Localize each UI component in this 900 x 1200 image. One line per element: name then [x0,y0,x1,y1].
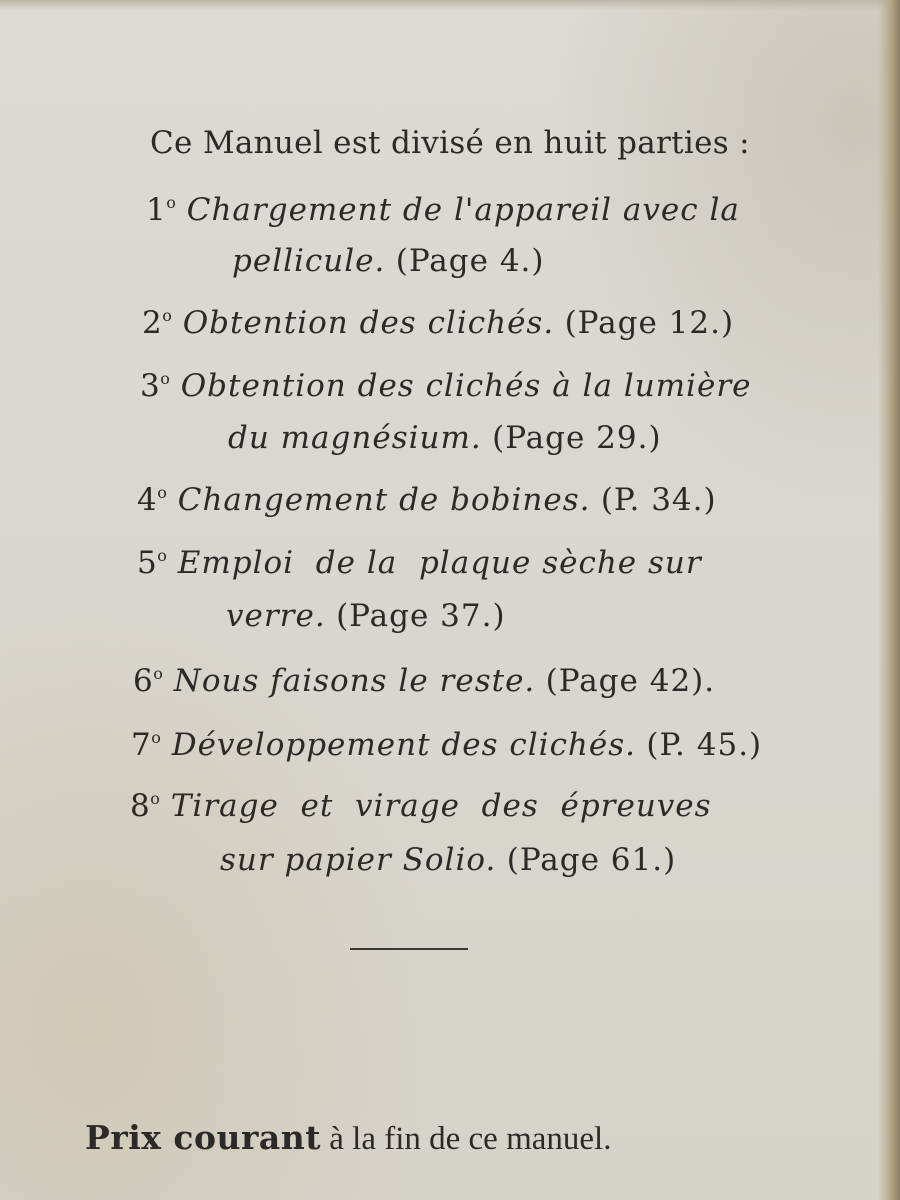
toc-entry-3-cont [228,420,662,456]
entry-title: Tirage et virage des épreuves [170,788,712,824]
page-right-edge [878,0,900,1200]
page-ref: (Page 37.) [336,598,506,634]
entry-title: Développement des clichés. [171,727,637,763]
entry-title-cont: du magnésium. [228,420,482,456]
price-list-note [85,1118,611,1158]
page-ref: (P. 34.) [600,482,717,518]
toc-entry-6 [133,663,715,699]
entry-title: Obtention des clichés à la lumière [180,368,752,404]
toc-entry-8 [130,788,712,824]
page-ref: (Page 61.) [506,842,677,878]
entry-title-cont: verre. [226,598,326,634]
entry-number: 5$^o$ [137,545,168,581]
page-top-edge [0,0,900,10]
toc-entry-2 [142,305,734,341]
entry-number: 6$^o$ [133,663,164,699]
page-ref: (Page 4.) [395,243,545,279]
toc-entry-7 [131,727,762,763]
toc-entry-3 [140,368,751,404]
page-ref: (P. 45.) [646,727,763,763]
entry-title: Chargement de l'appareil avec la [186,192,740,228]
entry-title: Nous faisons le reste. [173,663,536,699]
page-ref: (Page 42). [545,663,716,699]
divider-rule [350,948,468,950]
toc-entry-4 [137,482,717,518]
toc-entry-1 [146,192,740,228]
toc-entry-1-cont [232,243,545,279]
entry-title-cont: pellicule. [232,243,386,279]
intro-text: Ce Manuel est divisé en huit parties : [150,125,750,161]
toc-entry-5 [137,545,702,581]
entry-number: 3$^o$ [140,368,171,404]
entry-title-cont: sur papier Solio. [220,842,497,878]
price-list-label: Prix courant [85,1118,322,1157]
entry-number: 1$^o$ [146,192,177,228]
entry-title: Obtention des clichés. [182,305,555,341]
price-list-text: à la fin de ce manuel. [321,1121,612,1157]
entry-title: Emploi de la plaque sèche sur [177,545,702,581]
toc-entry-5-cont [226,598,506,634]
entry-title: Changement de bobines. [177,482,591,518]
entry-number: 8$^o$ [130,788,161,824]
page-ref: (Page 12.) [564,305,735,341]
entry-number: 2$^o$ [142,305,173,341]
toc-entry-8-cont [220,842,676,878]
page-ref: (Page 29.) [492,420,662,456]
entry-number: 4$^o$ [137,482,168,518]
entry-number: 7$^o$ [131,727,162,763]
